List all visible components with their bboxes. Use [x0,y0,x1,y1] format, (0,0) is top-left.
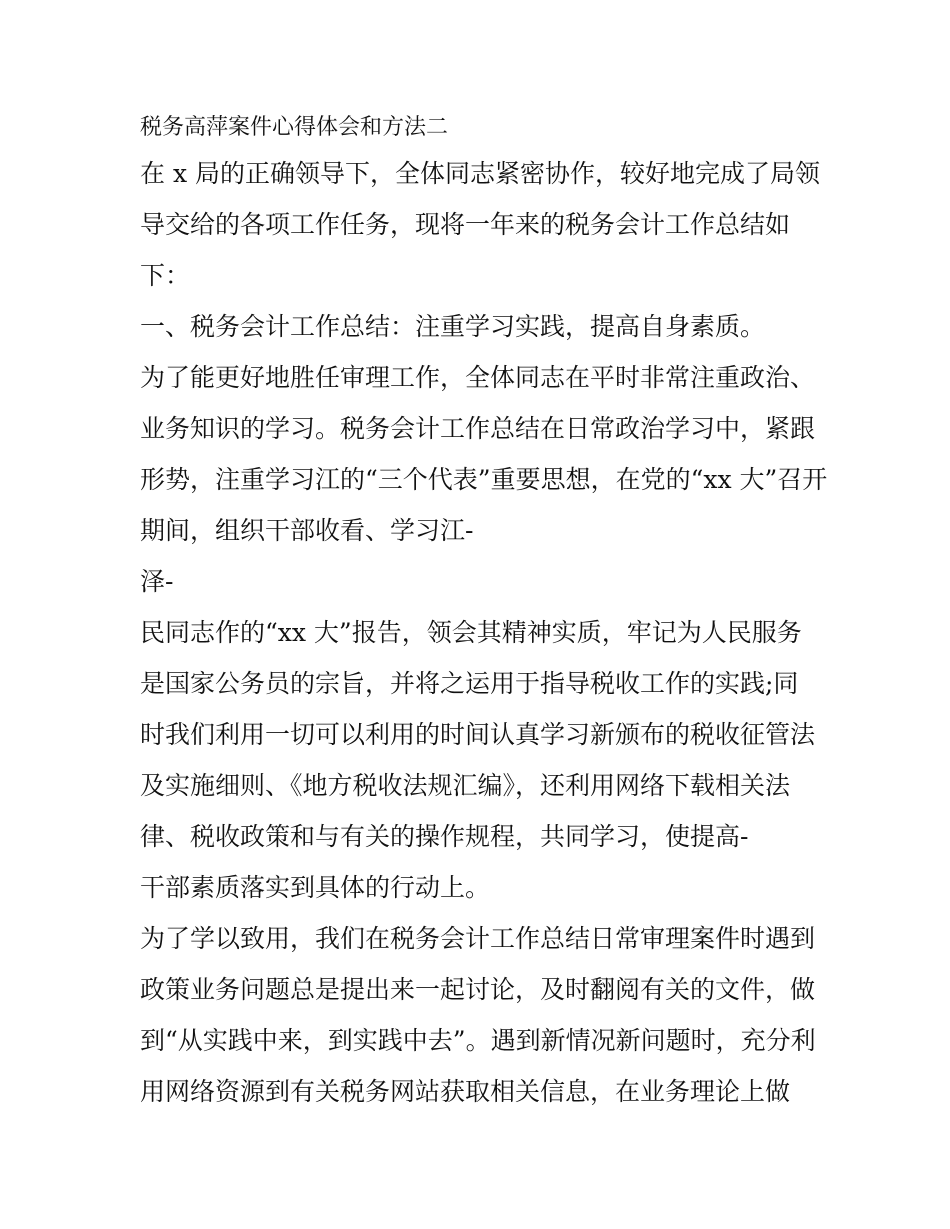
text-line: 用网络资源到有关税务网站获取相关信息，在业务理论上做 [140,1077,791,1106]
text-line: 为了学以致用，我们在税务会计工作总结日常审理案件时遇到 [140,924,816,953]
document-title: 税务高萍案件心得体会和方法二 [140,115,449,140]
text-line: 在 x 局的正确领导下，全体同志紧密协作，较好地完成了局领 [140,159,820,188]
text-line: 形势，注重学习江的“三个代表”重要思想，在党的“xx 大”召开 [140,465,828,494]
text-line: 时我们利用一切可以利用的时间认真学习新颁布的税收征管法 [140,720,816,749]
text-line: 期间，组织干部收看、学习江- [140,516,474,545]
text-line: 为了能更好地胜任审理工作，全体同志在平时非常注重政治、 [140,363,816,392]
document-body [140,108,830,1117]
text-line: 干部素质落实到具体的行动上。 [140,873,491,902]
text-line: 业务知识的学习。税务会计工作总结在日常政治学习中，紧跟 [140,414,816,443]
text-line: 政策业务问题总是提出来一起讨论，及时翻阅有关的文件，做 [140,975,816,1004]
text-line: 及实施细则、《地方税收法规汇编》，还利用网络下载相关法 [140,771,791,800]
text-line: 律、税收政策和与有关的操作规程，共同学习，使提高- [140,822,749,851]
text-line: 是国家公务员的宗旨，并将之运用于指导税收工作的实践;同 [140,669,799,698]
text-line: 民同志作的“xx 大”报告，领会其精神实质，牢记为人民服务 [140,618,802,647]
section-heading: 一、税务会计工作总结：注重学习实践，提高自身素质。 [140,312,766,341]
text-line: 下： [140,261,191,290]
text-line: 到“从实践中来，到实践中去”。遇到新情况新问题时，充分利 [140,1026,816,1055]
text-line: 泽- [140,567,174,596]
text-line: 导交给的各项工作任务，现将一年来的税务会计工作总结如 [140,210,791,239]
